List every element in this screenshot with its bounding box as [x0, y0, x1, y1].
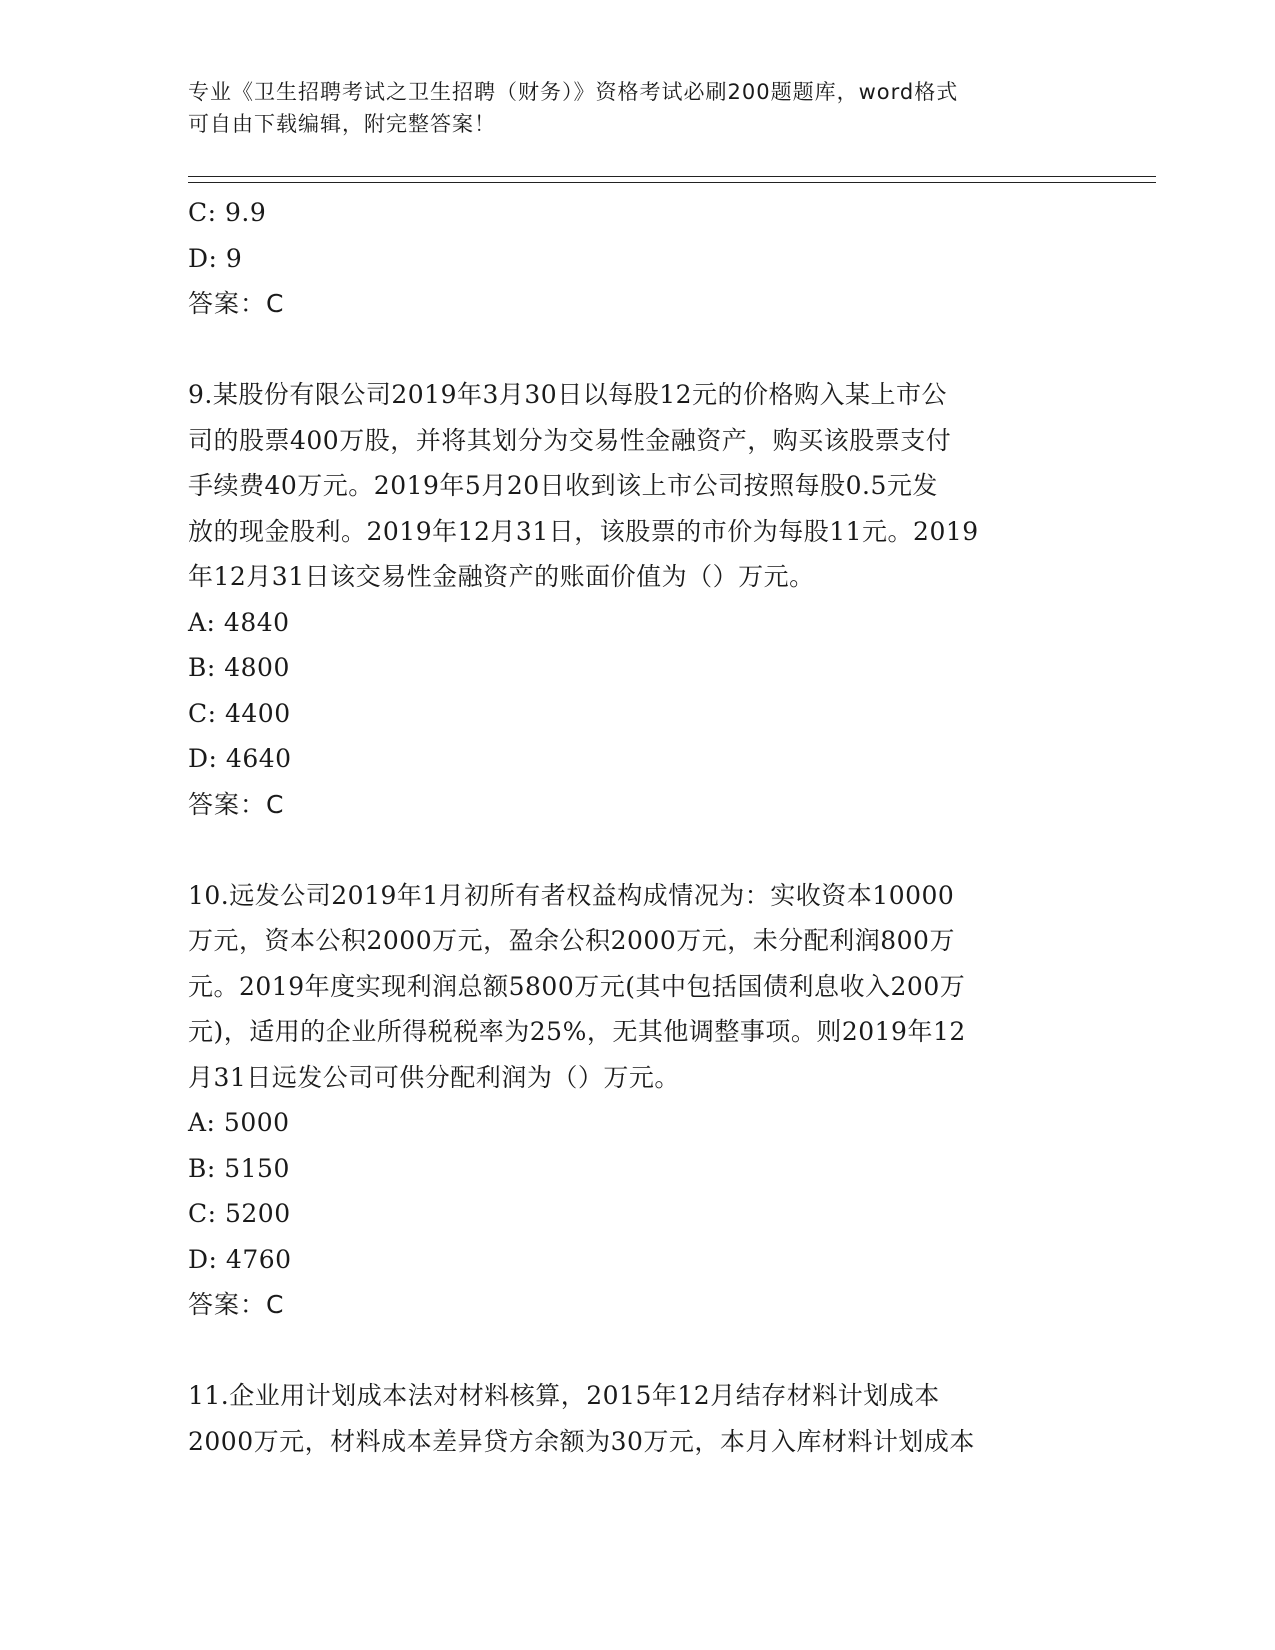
question-9 [188, 372, 1088, 827]
option-d: D: 9 [188, 243, 243, 273]
question-10 [188, 873, 1088, 1328]
option-d: D: 4760 [188, 1244, 292, 1274]
answer-line: 答案：C [188, 1290, 285, 1319]
option-b: B: 4800 [188, 653, 290, 682]
header-divider-top [188, 176, 1156, 177]
option-c: C: 5200 [188, 1199, 291, 1228]
option-c: C: 9.9 [188, 198, 267, 227]
option-d: D: 4640 [188, 744, 292, 773]
question-text-line: 放的现金股利。2019年12月31日，该股票的市价为每股11元。2019 [188, 516, 979, 546]
spacer [188, 827, 1088, 873]
answer-line: 答案：C [188, 289, 285, 318]
question-text-line: 司的股票400万股，并将其划分为交易性金融资产，购买该股票支付 [188, 425, 952, 455]
option-c: C: 4400 [188, 698, 291, 728]
question-11 [188, 1373, 1088, 1464]
option-b: B: 5150 [188, 1153, 290, 1183]
header-title-line-2: 可自由下载编辑，附完整答案！ [188, 112, 496, 136]
question-text-line: 月31日远发公司可供分配利润为（）万元。 [188, 1062, 680, 1092]
option-a: A: 5000 [188, 1108, 290, 1137]
document-body [188, 190, 1088, 1464]
question-text-line: 元。2019年度实现利润总额5800万元(其中包括国债利息收入200万 [188, 971, 966, 1001]
header-divider-bottom [188, 182, 1156, 183]
option-a: A: 4840 [188, 607, 290, 637]
spacer [188, 1328, 1088, 1374]
question-text-line: 年12月31日该交易性金融资产的账面价值为（）万元。 [188, 562, 815, 591]
question-text-line: 9.某股份有限公司2019年3月30日以每股12元的价格购入某上市公 [188, 380, 948, 409]
header-title-line-1: 专业《卫生招聘考试之卫生招聘（财务）》资格考试必刷200题题库，word格式 [188, 80, 959, 104]
question-text-line: 万元，资本公积2000万元，盈余公积2000万元，未分配利润800万 [188, 926, 955, 955]
prev-question-block [188, 190, 1088, 327]
question-text-line: 2000万元，材料成本差异贷方余额为30万元，本月入库材料计划成本 [188, 1426, 975, 1456]
document-header [188, 76, 1068, 140]
question-text-line: 11.企业用计划成本法对材料核算，2015年12月结存材料计划成本 [188, 1381, 940, 1410]
question-text-line: 手续费40万元。2019年5月20日收到该上市公司按照每股0.5元发 [188, 471, 938, 500]
answer-line: 答案：C [188, 789, 285, 819]
spacer [188, 327, 1088, 373]
question-text-line: 元)，适用的企业所得税税率为25%，无其他调整事项。则2019年12 [188, 1017, 966, 1046]
question-text-line: 10.远发公司2019年1月初所有者权益构成情况为：实收资本10000 [188, 880, 955, 910]
